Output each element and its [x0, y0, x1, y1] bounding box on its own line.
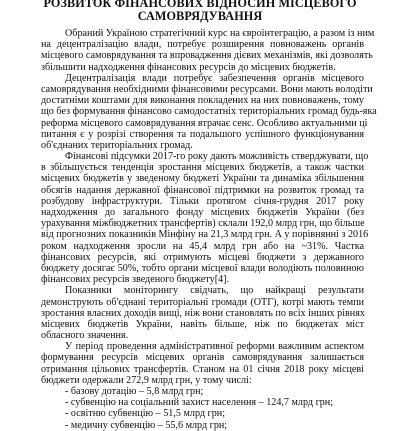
text-line: У період проведення адміністративної реформи важливим аспектом — [65, 341, 364, 353]
text-line: формування ресурсів місцевих органів самоврядування залишається — [41, 352, 364, 364]
text-line: місцевого самоврядування та впровадження дієвих механізмів, які дозволять — [41, 50, 373, 62]
text-line: обсягів надання державної фінансової підтримки на розвиток громад та — [41, 184, 364, 196]
list-item: - субвенцію на соціальний захист населення – 124,7 млрд грн; — [65, 397, 334, 409]
text-line: отримання цільових трансфертів. Станом на 01 січня 2018 року місцеві — [41, 363, 364, 375]
text-line: самоврядування необхідними фінансовими ресурсами. Вони мають володіти — [41, 83, 373, 95]
paragraph-cont — [41, 162, 369, 286]
text-line: місцевих бюджетів у зведеному бюджеті України та динаміка збільшення — [41, 173, 364, 185]
paragraph-cont — [41, 83, 377, 151]
paragraph-cont — [41, 352, 364, 386]
text-line: в збільшується тенденція зростання місцевих бюджетів, а також частки — [41, 162, 364, 174]
text-line: роком надходження зросли на 45,4 млрд грн або на ~31%. Частка — [41, 240, 364, 252]
text-line: об'єднаних територіальних громад. — [41, 139, 193, 151]
bullet-list — [41, 386, 364, 431]
text-line: демонструють об'єднані територіальні громади (ОТГ), котрі мають темпи — [41, 296, 364, 308]
text-line: урахування міжбюджетних трансфертів) склали 192,0 млрд грн, що більше — [41, 218, 365, 230]
list-item: - освітню субвенцію – 51,5 млрд грн; — [65, 408, 226, 420]
text-line: обласного значення. — [41, 330, 129, 342]
text-line: від прогнозних показників Мінфіну на 21,3 млрд грн. А у порівнянні з 2016 — [41, 229, 369, 241]
text-line: Обраний Україною стратегічний курс на євроінтеграцію, а разом із ним — [65, 28, 375, 39]
text-line: достатніми коштами для виконання покладених на них повноважень, тому — [41, 95, 364, 107]
paragraph-cont — [41, 297, 364, 342]
paragraph-cont — [41, 39, 373, 73]
text-line: Фінансові підсумки 2017-го року дають можливість стверджувати, що — [65, 151, 369, 163]
text-line: розбудову інфраструктури. Тільки протягом січня-грудня 2017 року — [41, 195, 364, 207]
paragraph — [41, 285, 364, 296]
document-body — [0, 28, 400, 431]
text-line: зростання власних доходів вищі, ніж вони становлять по всіх інших рівнях — [41, 307, 365, 319]
text-line: місцевих бюджетів України, навіть більше, ніж по бюджетах міст — [41, 318, 364, 330]
paragraph — [41, 28, 375, 39]
text-line: Децентралізація влади потребує забезпечення органів місцевого — [65, 72, 364, 84]
paragraph — [41, 151, 369, 163]
title-line: САМОВРЯДУВАННЯ — [137, 9, 263, 23]
text-line: надходження до загального фонду місцевих бюджетів України (без — [41, 207, 364, 218]
list-item: - базову дотацію – 5,8 млрд грн; — [65, 386, 204, 397]
page-title — [0, 0, 400, 23]
text-line: на децентралізацію влади, потребує розширення повноважень органів — [41, 39, 364, 51]
text-line: бюджету досягає 50%, тобто органи місцевої влади володіють половиною — [41, 262, 364, 274]
text-line: що без формування фінансово самодостатніх територіальних громад будь-яка — [41, 106, 377, 118]
paragraph — [41, 73, 364, 84]
text-line: Показники моніторингу свідчать, що найкращі результати — [65, 285, 364, 297]
title-line: РОЗВИТОК ФІНАНСОВИХ ВІДНОСИН МІСЦЕВОГО — [43, 0, 357, 10]
text-line: фінансових ресурсів зведеного бюджету[4]. — [41, 274, 230, 286]
text-line: реформа місцевого самоврядування втрачає сенс. Особливо актуальними ці — [41, 117, 368, 129]
list-item: - медичну субвенцію – 55,6 млрд грн; — [65, 419, 228, 431]
text-line: бюджети одержали 272,9 млрд грн, у тому числі: — [41, 374, 252, 386]
text-line: збільшити надходження фінансових ресурсів до місцевих бюджетів. — [41, 61, 336, 73]
text-line: фінансових ресурсів, які отримують місцеві бюджети з державного — [41, 251, 364, 263]
text-line: питання є у розрізі створення та подальшого успішного функціонування — [41, 128, 364, 140]
paragraph — [41, 341, 364, 352]
